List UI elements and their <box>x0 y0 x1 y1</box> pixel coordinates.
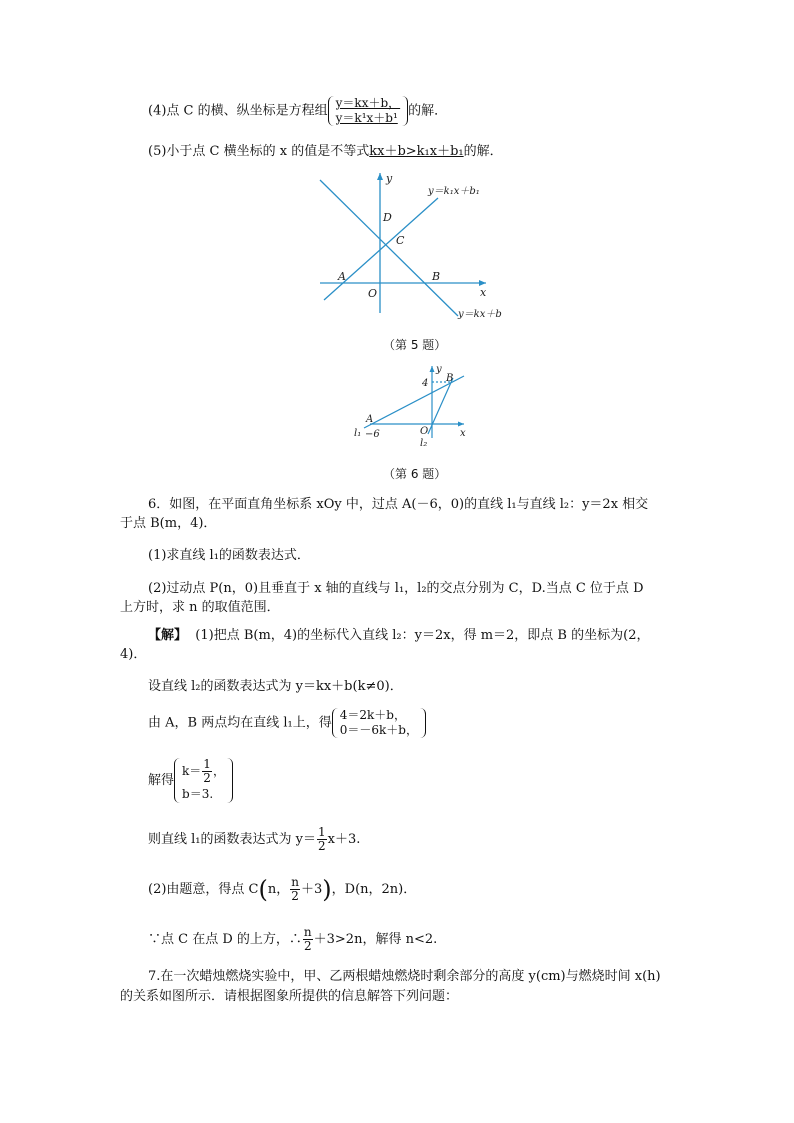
figure5-line1-label: y＝k₁x＋b₁ <box>428 186 480 197</box>
solution-s5 <box>148 826 360 853</box>
solution-s7-suffix: ＋3>2n，解得 n<2. <box>313 932 438 947</box>
solution-s6-suffix: ，D(n，2n)． <box>331 882 417 897</box>
solution-s3-system <box>332 708 426 738</box>
figure5-point-a: A <box>338 270 346 283</box>
q6-part1: (1)求直线 l₁的函数表达式． <box>148 548 310 563</box>
q6-stem-line2: 于点 B(m，4)． <box>120 516 217 531</box>
solution-s7-num: n <box>303 925 312 939</box>
solution-s1b: 4)． <box>120 647 147 662</box>
solution-s6-open: n， <box>267 882 290 897</box>
figure5-line2-label: y＝kx＋b <box>458 309 502 320</box>
solution-s4-k-tail: ， <box>212 764 225 778</box>
item4-eq1: y＝kx＋b， <box>335 96 401 110</box>
solution-s1a: (1)把点 B(m，4)的坐标代入直线 l₂：y＝2x，得 m＝2，即点 B 的坐标为(2， <box>195 628 650 643</box>
q6-part2-line2: 上方时，求 n 的取值范围． <box>120 600 280 615</box>
solution-s3-prefix: 由 A，B 两点均在直线 l₁上，得 <box>148 715 332 731</box>
item5-prefix: (5)小于点 C 横坐标的 x 的值是不等式 <box>148 144 370 159</box>
q7-line1: 7.在一次蜡烛燃烧实验中，甲、乙两根蜡烛燃烧时剩余部分的高度 y(cm)与燃烧时间 x(h) <box>148 969 661 984</box>
figure5-line2 <box>320 180 458 316</box>
solution-s3-eq2: 0＝－6k＋b， <box>339 723 418 737</box>
solution-s4-system <box>174 758 233 803</box>
solution-s6-tail: ＋3 <box>300 882 323 897</box>
solution-s7-den: 2 <box>303 939 312 953</box>
figure5-point-c: C <box>396 234 405 247</box>
solution-s6-prefix: (2)由题意，得点 C <box>148 882 259 897</box>
item5-suffix: 的解． <box>463 144 503 159</box>
solution-label: 【解】 <box>148 628 188 643</box>
figure5-origin-label: O <box>368 287 378 300</box>
figure5-line1 <box>324 198 441 300</box>
figure5-caption: （第 5 题） <box>383 338 447 352</box>
figure6-graph <box>350 362 480 452</box>
item5-line <box>148 143 503 161</box>
solution-s3 <box>148 708 426 738</box>
item4-eq2: y＝k¹x＋b¹ <box>335 111 398 125</box>
solution-s4-k: k＝ <box>182 764 202 778</box>
figure6-x-label: x <box>460 428 466 439</box>
solution-s7 <box>148 926 437 953</box>
figure6-point-a: A <box>366 414 374 425</box>
figure6-y-arrow <box>430 366 435 372</box>
item4-prefix: (4)点 C 的横、纵坐标是方程组 <box>148 103 328 119</box>
solution-s4-num: 1 <box>203 757 211 771</box>
figure5-graph <box>310 168 520 328</box>
figure6-line1-label: l₁ <box>354 428 362 439</box>
solution-s6-den: 2 <box>291 889 299 903</box>
solution-s5-suffix: x＋3. <box>327 832 361 847</box>
solution-s6-num: n <box>291 875 299 889</box>
solution-s4-den: 2 <box>203 771 211 785</box>
q6-part2-line1: (2)过动点 P(n，0)且垂直于 x 轴的直线与 l₁，l₂的交点分别为 C，D.当点 C 位于点 D <box>148 581 644 596</box>
figure6-origin-label: O <box>420 426 429 437</box>
figure6-tick-x: −6 <box>365 429 380 440</box>
figure6-caption: （第 6 题） <box>383 467 447 481</box>
figure5-x-label: x <box>480 286 487 299</box>
figure6-x-arrow <box>458 422 464 427</box>
solution-s3-eq1: 4＝2k＋b， <box>339 708 406 722</box>
q6-stem-line1: 6．如图，在平面直角坐标系 xOy 中，过点 A(－6，0)的直线 l₁与直线 l₂：y＝2x 相交 <box>148 497 649 512</box>
solution-s5-den: 2 <box>317 839 326 853</box>
solution-s2: 设直线 l₂的函数表达式为 y＝kx＋b(k≠0)． <box>148 679 403 694</box>
figure6-tick-y: 4 <box>422 378 429 389</box>
figure5-y-label: y <box>386 172 393 185</box>
item5-inequality: kx＋b>k₁x＋b₁ <box>369 144 464 159</box>
figure6-line2-label: l₂ <box>420 438 428 449</box>
figure5-y-arrow <box>377 173 383 180</box>
figure5-point-b: B <box>432 270 441 283</box>
item4-suffix: 的解． <box>408 103 448 119</box>
figure6-point-b: B <box>446 373 454 384</box>
item4-equation-system <box>328 96 409 126</box>
solution-s4-b: b＝3. <box>182 787 214 801</box>
solution-line1 <box>148 627 649 645</box>
solution-s5-num: 1 <box>317 825 326 839</box>
figure5-point-d: D <box>383 211 392 224</box>
figure6-y-label: y <box>436 364 442 375</box>
solution-s4-prefix: 解得 <box>148 773 175 788</box>
solution-s4 <box>148 758 233 803</box>
q7-line2: 的关系如图所示．请根据图象所提供的信息解答下列问题： <box>120 989 459 1004</box>
solution-s7-prefix: ∵点 C 在点 D 的上方，∴ <box>148 932 302 947</box>
solution-s6: (2)由题意，得点 C(n， $\frac{n}{2}$ ＋3)，D(n，2n)． <box>148 875 417 904</box>
item4-line <box>148 96 447 126</box>
solution-s5-prefix: 则直线 l₁的函数表达式为 y＝ <box>148 832 316 847</box>
